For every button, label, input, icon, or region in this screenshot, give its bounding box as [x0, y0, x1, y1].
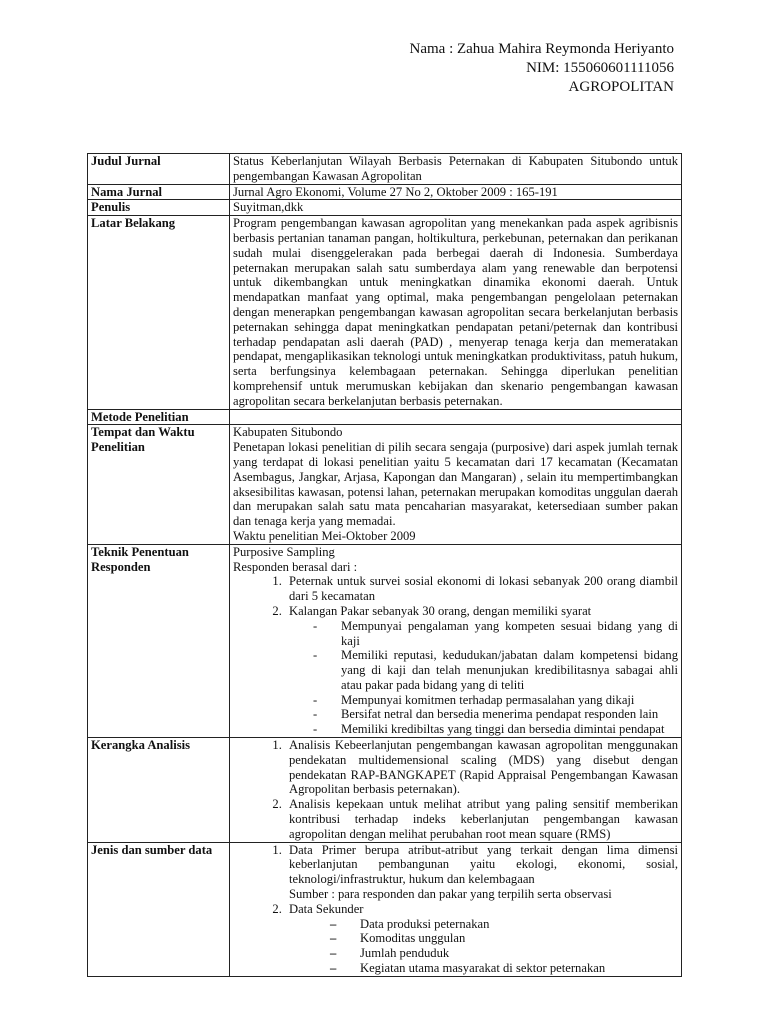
label-latar: Latar Belakang	[88, 216, 230, 409]
value-latar: Program pengembangan kawasan agropolitan yang menekankan pada aspek agribisnis berbasis pertanian tanaman pangan, holtikultura, perkebunan, peternakan dan perikanan sudah mulai disenggelerakan pada berbegai daerah di Indonesia. Sumberdaya peternakan merupakan salah satu sumberdaya alam yang renewable dan berpotensi untuk dikembangkan untuk meningkatkan dinamika ekonomi daerah. Untuk mendapatkan manfaat yang optimal, maka pengembangan pengelolaan peternakan dengan menerapkan pengembangan kawasan agropolitan secara berkelanjutan berbasis peternakan sehingga dapat meningkatkan pendapatan petani/peternak dan kontribusi terhadap pendapatan asli daerah (PAD) , menyerap tenaga kerja dan memeratakan pendapat, mengaplikasikan teknologi untuk meningkatkan produktivitass, patuh hukum, serta berfungsinya kelembagaan peternakan. Sehingga diperlukan penelitian komprehensif untuk merumuskan kebijakan dan skenario pengembangan kawasan agropolitan secara berkelanjutan berbasis peternakan.	[230, 216, 682, 409]
primary-data: 1. Data Primer berupa atribut-atribut yang terkait dengan lima dimensi keberlanjutan pembangunan yaitu ekologi, ekonomi, sosial, teknologi/infrastruktur, hukum dan kelembagaan	[289, 842, 678, 887]
value-penulis: Suyitman,dkk	[230, 200, 682, 216]
secondary-list	[289, 917, 678, 976]
journal-review-table	[87, 153, 682, 977]
primary-source: Sumber : para responden dan pakar yang terpilih serta observasi	[289, 887, 612, 902]
list-item: 1. Analisis Kebeerlanjutan pengembangan kawasan agropolitan menggunakan pendekatan multidemensional scaling (MDS) yang disebut dengan pendekatan RAP-BANGKAPET (Rapid Appraisal Pengembangan Kawasan Agropolitan berbasis peternakan).	[285, 738, 678, 797]
student-name: Nama : Zahua Mahira Reymonda Heriyanto	[409, 41, 674, 57]
jenis-list	[233, 843, 678, 976]
list-item: 2. Analisis kepekaan untuk melihat atribut yang paling sensitif memberikan kontribusi terhadap indeks keberlanjutan pengembangan kawasan agropolitan dengan melihat perubahan root mean square (RMS)	[285, 797, 678, 841]
tempat-time: Waktu penelitian Mei-Oktober 2009	[233, 528, 416, 543]
value-nama-jurnal: Jurnal Agro Ekonomi, Volume 27 No 2, Oktober 2009 : 165-191	[230, 184, 682, 200]
list-item: 1. Peternak untuk survei sosial ekonomi di lokasi sebanyak 200 orang diambil dari 5 kecamatan	[285, 574, 678, 604]
document-header	[410, 40, 675, 97]
list-item	[285, 843, 678, 902]
label-jenis: Jenis dan sumber data	[88, 842, 230, 976]
teknik-list	[233, 574, 678, 737]
row-metode	[88, 409, 682, 425]
teknik-intro: Responden berasal dari :	[233, 559, 358, 574]
row-jenis	[88, 842, 682, 976]
secondary-item: – Data produksi peternakan	[360, 917, 678, 932]
value-judul: Status Keberlanjutan Wilayah Berbasis Peternakan di Kabupaten Situbondo untuk pengembangan Kawasan Agropolitan	[230, 154, 682, 185]
tempat-description: Penetapan lokasi penelitian di pilih secara sengaja (purposive) dari aspek jumlah ternak yang terdapat di lokasi penelitian yaitu 5 kecamatan dari 17 kecamatan (Kecamatan Asembagus, Jangkar, Arjasa, Kapongan dan Mangaran) , selain itu mempertimbangkan aksesibilitas kawasan, potensi lahan, peternakan merupakan komoditas unggulan daerah dan merupakan salah satu mata pencaharian masyarakat, ketersediaan sumber pakan dan tenaga kerja yang memadai.	[233, 440, 678, 529]
list-item	[285, 902, 678, 976]
list-item-text: 2. Kalangan Pakar sebanyak 30 orang, dengan memiliki syarat	[289, 603, 592, 618]
secondary-item: – Jumlah penduduk	[360, 946, 678, 961]
tempat-location: Kabupaten Situbondo	[233, 425, 343, 440]
criteria-item: - Mempunyai pengalaman yang kompeten sesuai bidang yang di kaji	[341, 619, 678, 649]
label-kerangka: Kerangka Analisis	[88, 738, 230, 843]
teknik-method: Purposive Sampling	[233, 544, 335, 559]
label-metode: Metode Penelitian	[88, 409, 230, 425]
row-kerangka	[88, 738, 682, 843]
secondary-item: – Komoditas unggulan	[360, 931, 678, 946]
row-nama-jurnal	[88, 184, 682, 200]
label-penulis: Penulis	[88, 200, 230, 216]
value-teknik	[230, 544, 682, 737]
student-nim: NIM: 155060601111056	[526, 60, 674, 76]
criteria-item: - Memiliki kredibiltas yang tinggi dan bersedia dimintai pendapat	[341, 722, 678, 737]
value-kerangka	[230, 738, 682, 843]
criteria-item: - Bersifat netral dan bersedia menerima pendapat responden lain	[341, 707, 678, 722]
row-latar	[88, 216, 682, 409]
label-nama-jurnal: Nama Jurnal	[88, 184, 230, 200]
criteria-item: - Mempunyai komitmen terhadap permasalahan yang dikaji	[341, 693, 678, 708]
row-judul	[88, 154, 682, 185]
label-tempat: Tempat dan Waktu Penelitian	[88, 425, 230, 544]
value-jenis	[230, 842, 682, 976]
label-judul: Judul Jurnal	[88, 154, 230, 185]
row-penulis	[88, 200, 682, 216]
course-title: AGROPOLITAN	[568, 79, 674, 95]
value-metode	[230, 409, 682, 425]
criteria-item: - Memiliki reputasi, kedudukan/jabatan dalam kompetensi bidang yang di kaji dan telah menunjukan kredibilitasnya sabagai ahli atau pakar pada bidang yang di teliti	[341, 648, 678, 692]
criteria-list	[289, 619, 678, 737]
kerangka-list	[233, 738, 678, 842]
row-tempat	[88, 425, 682, 544]
label-teknik: Teknik Penentuan Responden	[88, 544, 230, 737]
secondary-data: 2. Data Sekunder	[289, 901, 364, 916]
secondary-item: – Kegiatan utama masyarakat di sektor peternakan	[360, 961, 678, 976]
row-teknik	[88, 544, 682, 737]
list-item	[285, 604, 678, 737]
value-tempat	[230, 425, 682, 544]
